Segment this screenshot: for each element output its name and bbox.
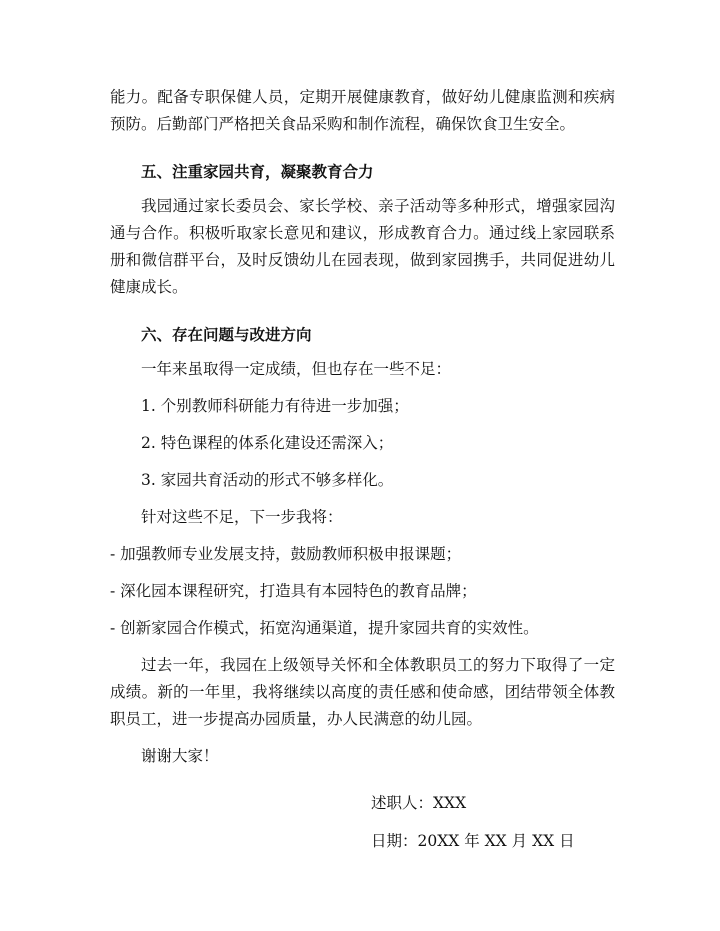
reporter-signature: 述职人：XXX: [371, 794, 467, 812]
closing-paragraph: 过去一年，我园在上级领导关怀和全体教职员工的努力下取得了一定成绩。新的一年里，我将继续以高度的责任感和使命感，团结带领全体教职员工，进一步提高办园质量，办人民满意的幼儿园。: [110, 656, 615, 728]
thanks-text: 谢谢大家！: [141, 747, 219, 765]
intro-paragraph: 能力。配备专职保健人员，定期开展健康教育，做好幼儿健康监测和疾病预防。后勤部门严格把关食品采购和制作流程，确保饮食卫生安全。: [110, 88, 615, 133]
section-6-heading: 六、存在问题与改进方向: [141, 325, 312, 344]
action-item: - 加强教师专业发展支持，鼓励教师积极申报课题；: [110, 545, 462, 563]
section-5-paragraph: 我园通过家长委员会、家长学校、亲子活动等多种形式，增强家园沟通与合作。积极听取家长意见和建议，形成教育合力。通过线上家园联系册和微信群平台，及时反馈幼儿在园表现，做到家园携手，共同促进幼儿健康成长。: [110, 197, 615, 296]
action-item: - 深化园本课程研究，打造具有本园特色的教育品牌；: [110, 582, 477, 600]
report-date: 日期：20XX 年 XX 月 XX 日: [371, 832, 575, 850]
problem-item: 3. 家园共育活动的形式不够多样化。: [141, 471, 394, 489]
section-5-heading: 五、注重家园共育，凝聚教育合力: [141, 162, 374, 181]
problem-item: 2. 特色课程的体系化建设还需深入；: [141, 434, 394, 452]
problem-item: 1. 个别教师科研能力有待进一步加强；: [141, 397, 409, 415]
next-steps-lead: 针对这些不足，下一步我将：: [141, 508, 343, 526]
document-page: [110, 84, 615, 866]
action-item: - 创新家园合作模式，拓宽沟通渠道，提升家园共育的实效性。: [110, 619, 539, 637]
section-6-lead: 一年来虽取得一定成绩，但也存在一些不足：: [141, 360, 452, 378]
